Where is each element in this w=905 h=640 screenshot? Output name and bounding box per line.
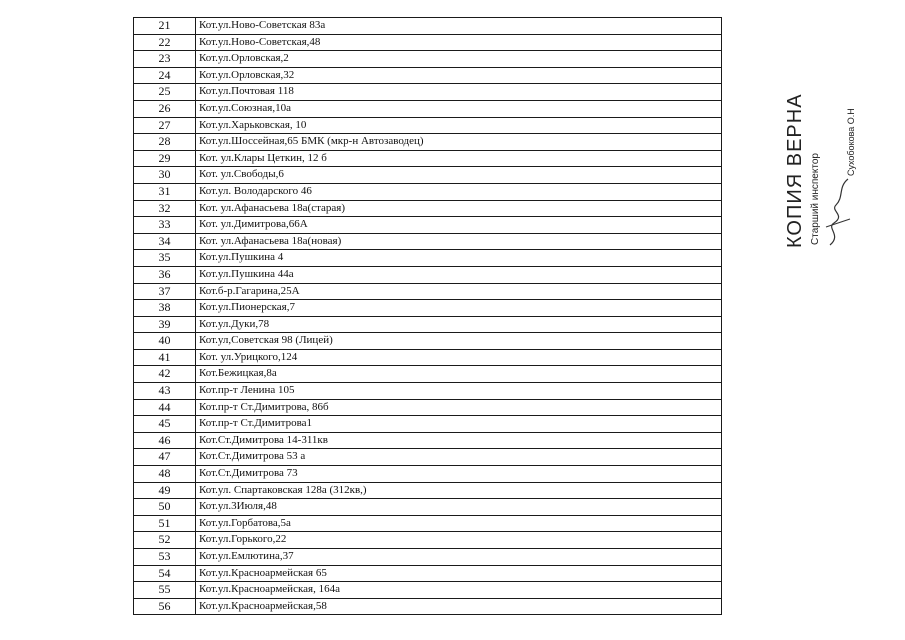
row-number: 24 <box>134 67 196 84</box>
row-number: 43 <box>134 383 196 400</box>
row-address: Кот.ул.3Июля,48 <box>196 499 722 516</box>
table-row <box>134 466 722 483</box>
table-row <box>134 349 722 366</box>
row-number: 52 <box>134 532 196 549</box>
address-table-body <box>134 18 722 615</box>
table-row <box>134 549 722 566</box>
row-address: Кот.ул.Горького,22 <box>196 532 722 549</box>
row-number: 30 <box>134 167 196 184</box>
table-row <box>134 51 722 68</box>
table-row <box>134 582 722 599</box>
row-number: 26 <box>134 100 196 117</box>
row-number: 34 <box>134 233 196 250</box>
table-row <box>134 532 722 549</box>
row-number: 53 <box>134 549 196 566</box>
table-row <box>134 266 722 283</box>
row-address: Кот. ул.Димитрова,66А <box>196 217 722 234</box>
table-row <box>134 449 722 466</box>
row-number: 36 <box>134 266 196 283</box>
row-number: 50 <box>134 499 196 516</box>
row-address: Кот.пр-т Ленина 105 <box>196 383 722 400</box>
row-address: Кот.Бежицкая,8а <box>196 366 722 383</box>
row-number: 49 <box>134 482 196 499</box>
certification-stamp <box>770 80 870 250</box>
table-row <box>134 117 722 134</box>
row-number: 47 <box>134 449 196 466</box>
row-number: 45 <box>134 416 196 433</box>
row-address: Кот.ул.Красноармейская 65 <box>196 565 722 582</box>
row-number: 32 <box>134 200 196 217</box>
row-address: Кот.Ст.Димитрова 73 <box>196 466 722 483</box>
row-number: 48 <box>134 466 196 483</box>
row-address: Кот.ул.Союзная,10а <box>196 100 722 117</box>
row-number: 56 <box>134 598 196 615</box>
table-row <box>134 200 722 217</box>
row-address: Кот. ул.Урицкого,124 <box>196 349 722 366</box>
table-row <box>134 233 722 250</box>
table-row <box>134 515 722 532</box>
row-address: Кот.ул.Красноармейская, 164а <box>196 582 722 599</box>
row-number: 41 <box>134 349 196 366</box>
row-address: Кот. ул.Клары Цеткин, 12 б <box>196 150 722 167</box>
stamp-role: Старший инспектор <box>810 153 821 245</box>
row-number: 37 <box>134 283 196 300</box>
table-row <box>134 366 722 383</box>
table-row <box>134 250 722 267</box>
row-address: Кот.ул.Емлютина,37 <box>196 549 722 566</box>
row-address: Кот.Ст.Димитрова 53 а <box>196 449 722 466</box>
table-row <box>134 134 722 151</box>
row-number: 31 <box>134 183 196 200</box>
row-address: Кот.ул.Дуки,78 <box>196 316 722 333</box>
row-address: Кот.б-р.Гагарина,25А <box>196 283 722 300</box>
row-address: Кот.ул.Шоссейная,65 БМК (мкр-н Автозаводец) <box>196 134 722 151</box>
row-number: 51 <box>134 515 196 532</box>
table-row <box>134 416 722 433</box>
row-number: 42 <box>134 366 196 383</box>
table-row <box>134 217 722 234</box>
row-address: Кот.ул.Харьковская, 10 <box>196 117 722 134</box>
table-row <box>134 383 722 400</box>
row-address: Кот.ул.Пионерская,7 <box>196 300 722 317</box>
table-row <box>134 482 722 499</box>
table-row <box>134 167 722 184</box>
row-number: 21 <box>134 18 196 35</box>
row-number: 33 <box>134 217 196 234</box>
row-address: Кот.ул.Красноармейская,58 <box>196 598 722 615</box>
row-address: Кот.ул.Горбатова,5а <box>196 515 722 532</box>
row-address: Кот.ул.Ново-Советская 83а <box>196 18 722 35</box>
row-address: Кот.ул.Орловская,32 <box>196 67 722 84</box>
table-row <box>134 316 722 333</box>
row-address: Кот.ул. Спартаковская 128а (312кв,) <box>196 482 722 499</box>
table-row <box>134 499 722 516</box>
row-number: 23 <box>134 51 196 68</box>
row-number: 29 <box>134 150 196 167</box>
row-number: 27 <box>134 117 196 134</box>
row-number: 44 <box>134 399 196 416</box>
table-row <box>134 183 722 200</box>
table-row <box>134 34 722 51</box>
row-number: 54 <box>134 565 196 582</box>
row-address: Кот.ул,Советская 98 (Лицей) <box>196 333 722 350</box>
row-address: Кот.ул.Ново-Советская,48 <box>196 34 722 51</box>
stamp-name: Сухобокова О.Н <box>846 108 856 176</box>
row-address: Кот.ул. Володарского 46 <box>196 183 722 200</box>
row-address: Кот. ул.Свободы,6 <box>196 167 722 184</box>
table-row <box>134 598 722 615</box>
row-number: 25 <box>134 84 196 101</box>
row-address: Кот. ул.Афанасьева 18а(новая) <box>196 233 722 250</box>
row-number: 38 <box>134 300 196 317</box>
table-row <box>134 399 722 416</box>
address-table <box>133 17 722 615</box>
table-row <box>134 18 722 35</box>
table-row <box>134 283 722 300</box>
row-address: Кот.ул.Орловская,2 <box>196 51 722 68</box>
row-number: 28 <box>134 134 196 151</box>
row-address: Кот. ул.Афанасьева 18а(старая) <box>196 200 722 217</box>
row-number: 22 <box>134 34 196 51</box>
table-row <box>134 150 722 167</box>
row-number: 46 <box>134 432 196 449</box>
table-row <box>134 432 722 449</box>
table-row <box>134 84 722 101</box>
row-address: Кот.ул.Пушкина 44а <box>196 266 722 283</box>
table-row <box>134 333 722 350</box>
table-row <box>134 300 722 317</box>
row-address: Кот.пр-т Ст.Димитрова, 86б <box>196 399 722 416</box>
signature-mark <box>820 175 860 250</box>
row-address: Кот.Ст.Димитрова 14-311кв <box>196 432 722 449</box>
table-row <box>134 100 722 117</box>
row-number: 40 <box>134 333 196 350</box>
table-row <box>134 67 722 84</box>
row-address: Кот.ул.Пушкина 4 <box>196 250 722 267</box>
row-address: Кот.пр-т Ст.Димитрова1 <box>196 416 722 433</box>
row-number: 55 <box>134 582 196 599</box>
table-row <box>134 565 722 582</box>
row-address: Кот.ул.Почтовая 118 <box>196 84 722 101</box>
row-number: 39 <box>134 316 196 333</box>
row-number: 35 <box>134 250 196 267</box>
stamp-title: КОПИЯ ВЕРНА <box>784 93 806 248</box>
